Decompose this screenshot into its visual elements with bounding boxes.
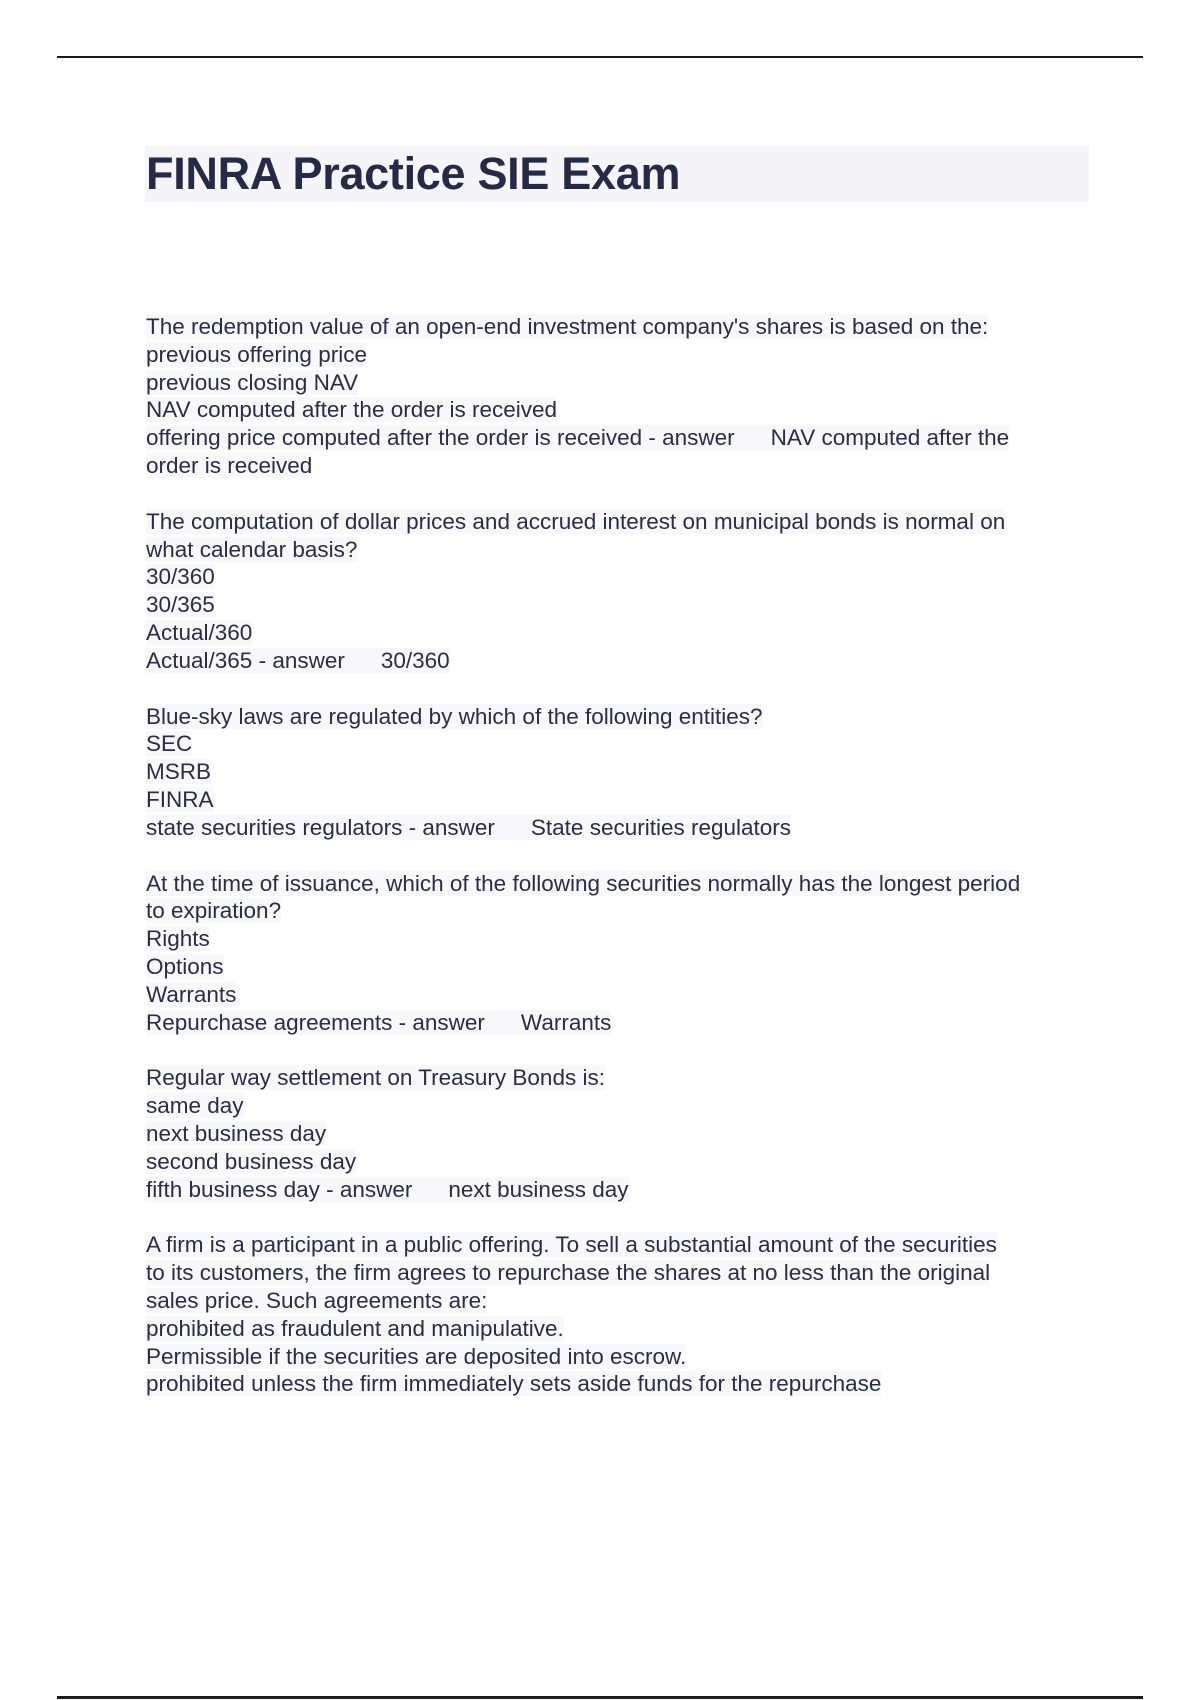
question-text: what calendar basis? — [146, 536, 358, 562]
answer-text: NAV computed after the — [770, 425, 1010, 451]
question-text: to expiration? — [146, 898, 282, 924]
question-block-4 — [146, 870, 1096, 1037]
option: second business day — [146, 1148, 357, 1174]
question-text: sales price. Such agreements are: — [146, 1287, 488, 1313]
option: Permissible if the securities are deposited into escrow. — [146, 1343, 687, 1369]
question-text: to its customers, the firm agrees to repurchase the shares at no less than the original — [146, 1260, 991, 1286]
question-block-3 — [146, 703, 1096, 842]
question-block-5 — [146, 1064, 1096, 1203]
option: FINRA — [146, 786, 214, 812]
question-list — [146, 313, 1096, 1426]
option: same day — [146, 1093, 244, 1119]
header-rule — [57, 56, 1143, 58]
question-block-2 — [146, 508, 1096, 675]
answer-text: next business day — [448, 1176, 629, 1202]
option: MSRB — [146, 759, 212, 785]
question-block-6 — [146, 1231, 1096, 1398]
question-block-1 — [146, 313, 1096, 480]
option: Warrants — [146, 981, 237, 1007]
answer-line: fifth business day - answer next business day — [146, 1176, 629, 1202]
answer-line: Repurchase agreements - answer Warrants — [146, 1009, 612, 1035]
answer-line: offering price computed after the order is received - answer NAV computed after the — [146, 425, 1010, 451]
answer-text: 30/360 — [380, 647, 450, 673]
option: SEC — [146, 731, 193, 757]
option: NAV computed after the order is received — [146, 397, 558, 423]
option: previous offering price — [146, 341, 367, 367]
question-text: The redemption value of an open-end investment company's shares is based on the: — [146, 314, 989, 339]
footer-rule — [57, 1696, 1143, 1699]
option: 30/365 — [146, 592, 215, 618]
question-text: Regular way settlement on Treasury Bonds is: — [146, 1065, 605, 1091]
question-text: A firm is a participant in a public offering. To sell a substantial amount of the securities — [146, 1232, 997, 1258]
option: next business day — [146, 1120, 327, 1146]
option: previous closing NAV — [146, 369, 359, 395]
option: Actual/360 — [146, 619, 253, 645]
answer-line: state securities regulators - answer State securities regulators — [146, 814, 792, 840]
answer-text: Warrants — [520, 1009, 612, 1035]
answer-line: Actual/365 - answer 30/360 — [146, 647, 450, 673]
question-text: At the time of issuance, which of the following securities normally has the longest period — [146, 870, 1021, 896]
option: prohibited as fraudulent and manipulative. — [146, 1315, 564, 1341]
option: prohibited unless the firm immediately sets aside funds for the repurchase — [146, 1371, 882, 1397]
option: Options — [146, 953, 224, 979]
question-text: The computation of dollar prices and accrued interest on municipal bonds is normal on — [146, 508, 1006, 534]
page-title: FINRA Practice SIE Exam — [146, 148, 681, 199]
question-text: Blue-sky laws are regulated by which of the following entities? — [146, 703, 763, 729]
answer-text: State securities regulators — [530, 814, 792, 840]
option: Rights — [146, 926, 210, 952]
option: 30/360 — [146, 564, 215, 590]
answer-continuation: order is received — [146, 452, 313, 478]
